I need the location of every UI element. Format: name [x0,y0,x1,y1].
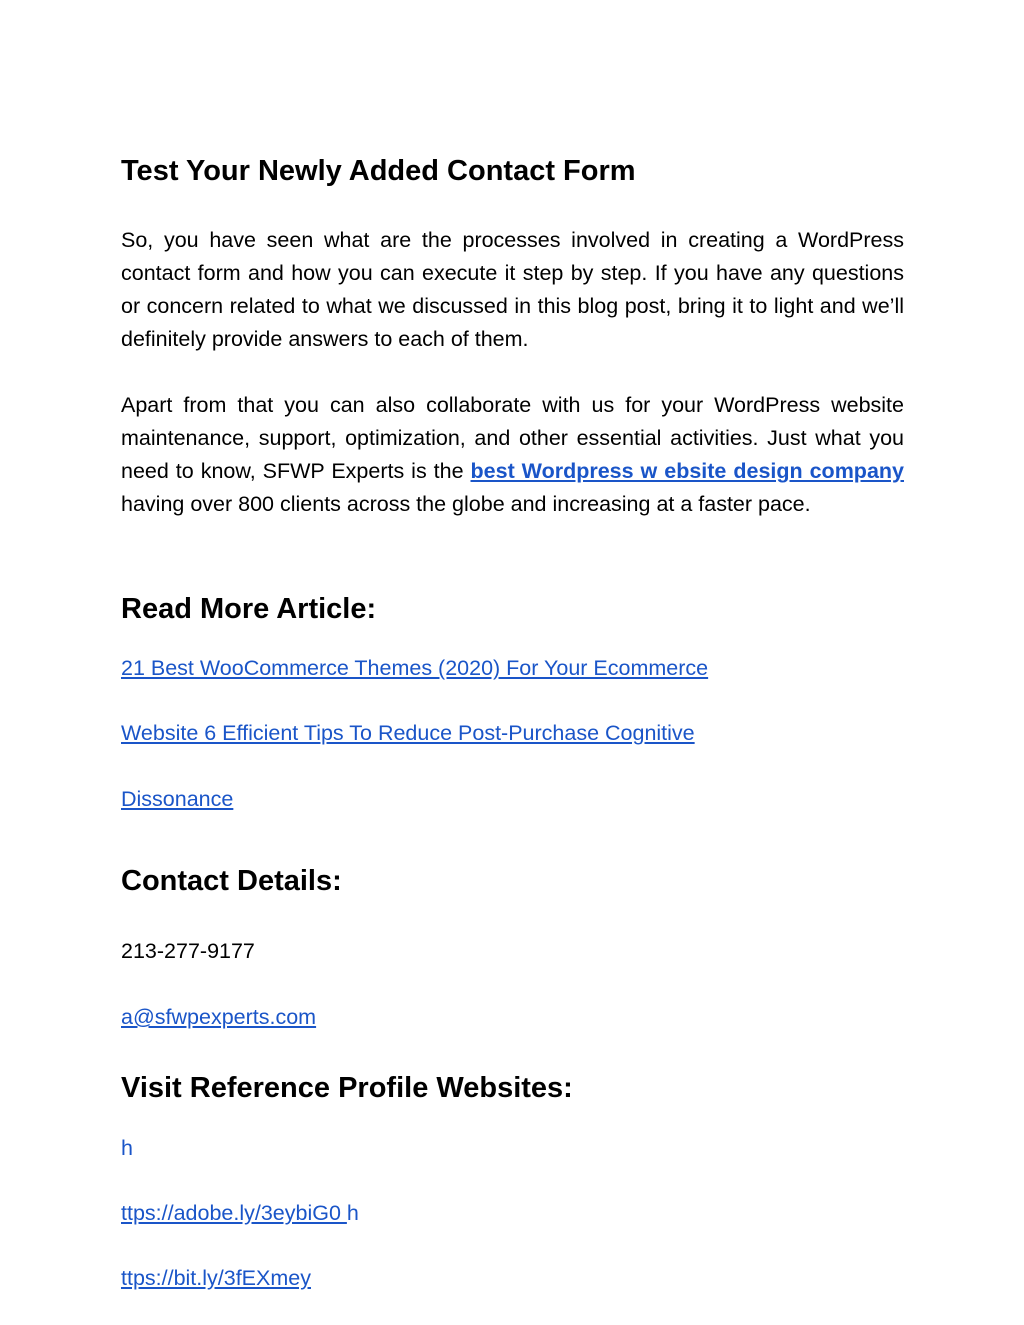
contact-details-heading: Contact Details: [121,865,342,897]
best-wordpress-website-design-link[interactable]: best Wordpress w ebsite design company [470,459,904,483]
read-more-link-2-row [121,718,695,748]
paragraph-collaborate [121,389,904,521]
paragraph-collaborate-text: Apart from that you can also collaborate with us for your WordPress website maintenance, support, optimization, and other essential activities. Just what you need to know, SFWP Experts is the [121,393,904,483]
reference-line-fragment: h [121,1136,133,1160]
read-more-link-cognitive-dissonance[interactable]: Website 6 Efficient Tips To Reduce Post-Purchase Cognitive [121,721,695,745]
read-more-link-1-row [121,653,708,683]
read-more-link-3-row [121,784,233,814]
read-more-link-dissonance[interactable]: Dissonance [121,787,234,811]
reference-line-3-row [121,1263,311,1293]
reference-line-2-row [121,1198,359,1228]
paragraph-collaborate-tail: having over 800 clients across the globe and increasing at a faster pace. [121,492,811,516]
contact-phone: 213-277-9177 [121,939,255,963]
read-more-link-woocommerce-themes[interactable]: 21 Best WooCommerce Themes (2020) For Your Ecommerce [121,656,709,680]
paragraph-intro: So, you have seen what are the processes involved in creating a WordPress contact form and how you can execute it step by step. If you have any questions or concern related to what we discussed in this blog post, bring it to light and we’ll definitely provide answers to each of them. [121,228,904,351]
reference-line-2-tail: h [346,1201,359,1225]
read-more-heading: Read More Article: [121,593,377,625]
reference-profiles-heading: Visit Reference Profile Websites: [121,1072,573,1104]
reference-adobe-link[interactable]: ttps://adobe.ly/3eybiG0 [121,1201,347,1225]
contact-email-row [121,1002,316,1032]
contact-email-link[interactable]: a@sfwpexperts.com [121,1005,317,1029]
section-heading-test-form: Test Your Newly Added Contact Form [121,155,636,187]
reference-bitly-link[interactable]: ttps://bit.ly/3fEXmey [121,1266,311,1290]
